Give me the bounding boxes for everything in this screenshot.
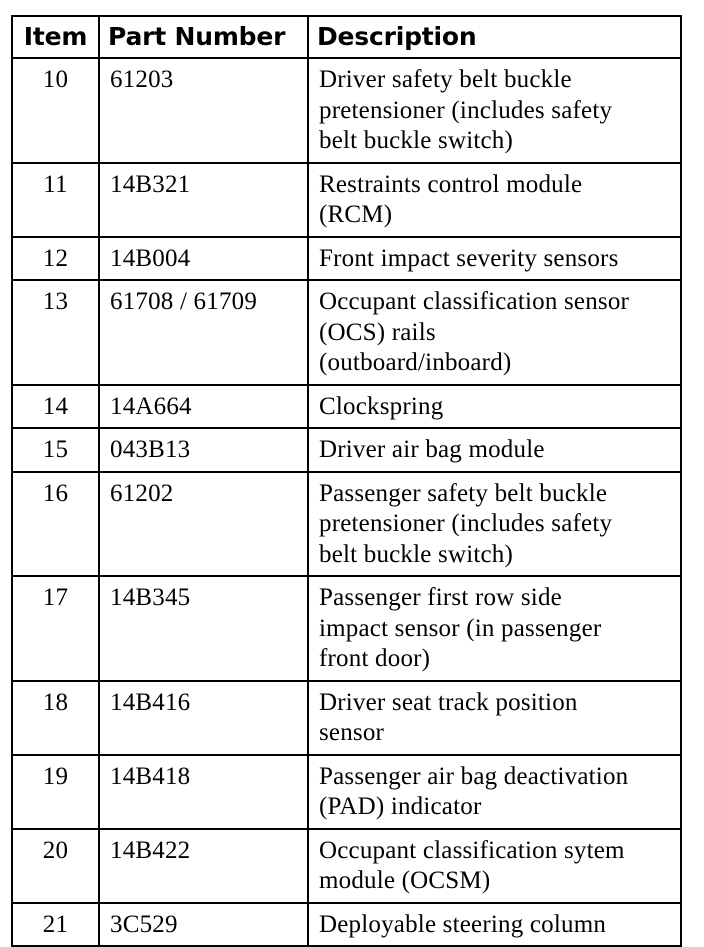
description-line: belt buckle switch): [319, 540, 514, 568]
item-number: 18: [12, 681, 99, 755]
description-line: (OCS) rails: [319, 318, 436, 346]
part-number: 14B422: [99, 829, 308, 903]
description-line: sensor: [319, 719, 385, 746]
item-number: 19: [12, 755, 99, 829]
header-item: Item: [12, 16, 99, 58]
description-line: Deployable steering column: [319, 910, 607, 938]
description-line: module (OCSM): [319, 867, 491, 894]
table-row: [12, 829, 681, 903]
description-line: Driver safety belt buckle: [319, 66, 572, 93]
header-part-number: Part Number: [99, 16, 308, 58]
description-line: (outboard/inboard): [319, 349, 512, 376]
description: [308, 237, 681, 281]
description-line: impact sensor (in passenger: [319, 614, 602, 642]
description-line: Passenger air bag deactivation: [319, 762, 629, 790]
item-number: 21: [12, 903, 99, 947]
description-line: Passenger safety belt buckle: [319, 479, 608, 507]
description: [308, 903, 681, 947]
description-line: (PAD) indicator: [319, 793, 482, 820]
description-line: Restraints control module: [319, 170, 583, 198]
table-row: [12, 903, 681, 947]
description-line: Passenger first row side: [319, 584, 562, 611]
table-row: [12, 237, 681, 281]
item-number: 13: [12, 280, 99, 385]
header-row: [12, 16, 681, 58]
table-row: [12, 576, 681, 681]
description-line: (RCM): [319, 201, 393, 228]
description: [308, 829, 681, 903]
table-row: [12, 755, 681, 829]
table-row: [12, 163, 681, 237]
description: [308, 428, 681, 472]
part-number: 3C529: [99, 903, 308, 947]
part-number: 14B418: [99, 755, 308, 829]
table-row: [12, 58, 681, 163]
description: [308, 280, 681, 385]
part-number: 61708 / 61709: [99, 280, 308, 385]
part-number: 14B345: [99, 576, 308, 681]
description: [308, 472, 681, 577]
description-line: Occupant classification sensor: [319, 288, 630, 315]
table-row: [12, 428, 681, 472]
header-description: Description: [308, 16, 681, 58]
part-number: 61202: [99, 472, 308, 577]
description-line: pretensioner (includes safety: [319, 96, 613, 124]
description: [308, 576, 681, 681]
item-number: 16: [12, 472, 99, 577]
description: [308, 681, 681, 755]
part-number: 14A664: [99, 385, 308, 429]
description-line: front door): [319, 645, 431, 672]
description: [308, 58, 681, 163]
table-row: [12, 385, 681, 429]
part-number: 14B416: [99, 681, 308, 755]
part-number: 61203: [99, 58, 308, 163]
part-number: 14B321: [99, 163, 308, 237]
item-number: 20: [12, 829, 99, 903]
part-number: 14B004: [99, 237, 308, 281]
item-number: 15: [12, 428, 99, 472]
parts-table: [11, 15, 682, 947]
description: [308, 755, 681, 829]
description: [308, 163, 681, 237]
item-number: 11: [12, 163, 99, 237]
description: [308, 385, 681, 429]
description-line: Occupant classification sytem: [319, 836, 625, 864]
table-row: [12, 472, 681, 577]
description-line: belt buckle switch): [319, 127, 514, 154]
description-line: pretensioner (includes safety: [319, 510, 613, 537]
description-line: Driver seat track position: [319, 688, 578, 716]
description-line: Front impact severity sensors: [319, 244, 619, 272]
description-line: Driver air bag module: [319, 436, 545, 463]
part-number: 043B13: [99, 428, 308, 472]
description-line: Clockspring: [319, 392, 444, 420]
item-number: 17: [12, 576, 99, 681]
item-number: 10: [12, 58, 99, 163]
table-row: [12, 681, 681, 755]
item-number: 12: [12, 237, 99, 281]
item-number: 14: [12, 385, 99, 429]
table-row: [12, 280, 681, 385]
